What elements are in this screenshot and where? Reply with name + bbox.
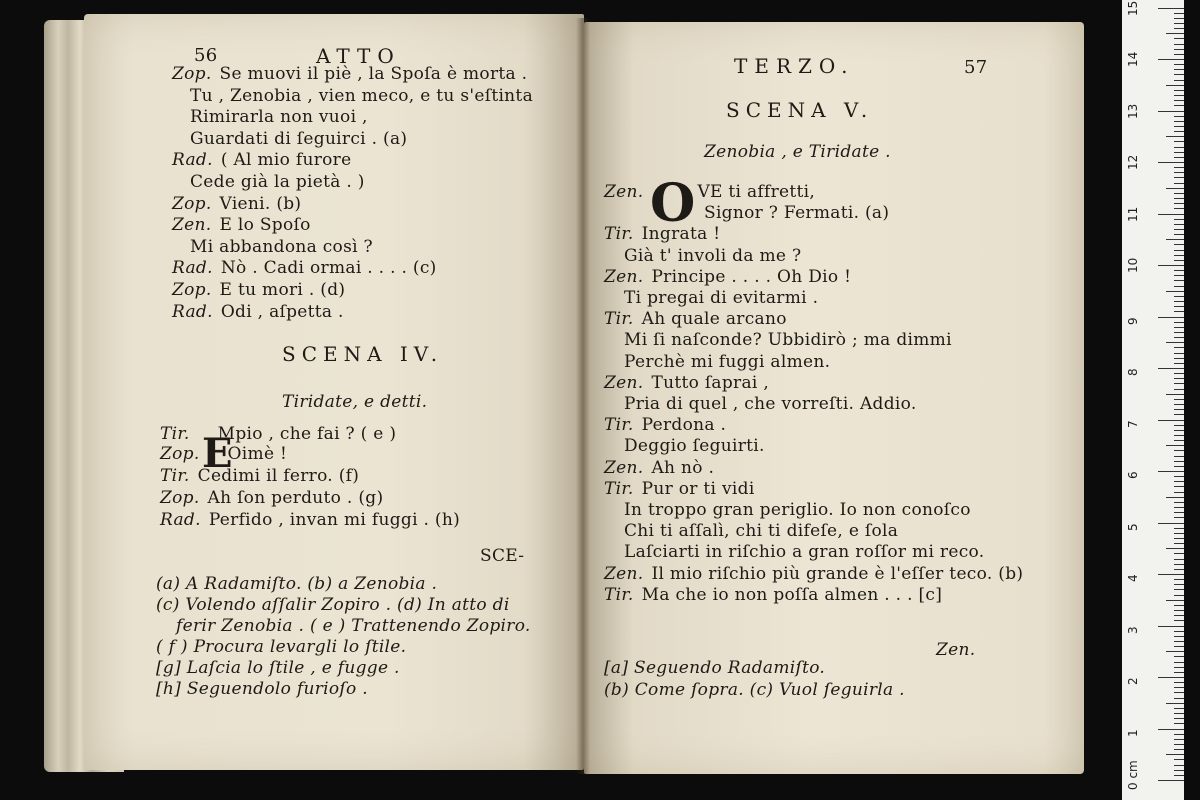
ruler-tick bbox=[1174, 322, 1184, 323]
ruler-tick bbox=[1166, 394, 1184, 395]
ruler-number: 2 bbox=[1126, 677, 1140, 685]
ruler-number: 8 bbox=[1126, 368, 1140, 376]
ruler-tick bbox=[1174, 95, 1184, 96]
ruler-tick bbox=[1174, 435, 1184, 436]
ruler-tick bbox=[1174, 502, 1184, 503]
ruler-tick bbox=[1174, 492, 1184, 493]
line-text: E tu mori . (d) bbox=[219, 280, 346, 300]
speaker-label: Tir. bbox=[604, 478, 634, 499]
ruler-tick bbox=[1174, 105, 1184, 106]
ruler-tick bbox=[1158, 729, 1184, 730]
speaker-label: Tir. bbox=[160, 424, 190, 444]
ruler-tick bbox=[1174, 373, 1184, 374]
ruler-number: 14 bbox=[1126, 51, 1140, 67]
ruler-tick bbox=[1174, 765, 1184, 766]
ruler-number: 9 bbox=[1126, 316, 1140, 325]
dialogue-line bbox=[172, 258, 437, 278]
ruler-tick bbox=[1174, 662, 1184, 663]
line-text: Ti pregai di evitarmi . bbox=[624, 288, 819, 308]
ruler-tick bbox=[1174, 466, 1184, 467]
ruler-number: 7 bbox=[1126, 419, 1140, 428]
line-text: Odi , aſpetta . bbox=[220, 301, 344, 322]
ruler-tick bbox=[1174, 461, 1184, 462]
ruler-tick bbox=[1166, 188, 1184, 189]
ruler-number: 12 bbox=[1126, 154, 1140, 170]
ruler-tick bbox=[1174, 672, 1184, 673]
ruler-tick bbox=[1174, 18, 1184, 19]
ruler-tick bbox=[1174, 306, 1184, 307]
ruler-tick bbox=[1158, 8, 1184, 9]
ruler-number: 4 bbox=[1126, 574, 1140, 582]
dialogue-line bbox=[624, 330, 952, 350]
ruler-tick bbox=[1174, 126, 1184, 127]
line-text: Mpio , che fai ? ( e ) bbox=[217, 424, 397, 444]
ruler-tick bbox=[1158, 780, 1184, 781]
ruler-number: 5 bbox=[1126, 522, 1140, 531]
line-text: Perdona . bbox=[641, 415, 727, 436]
dialogue-line bbox=[604, 415, 726, 435]
ruler-tick bbox=[1174, 183, 1184, 184]
dialogue-line bbox=[160, 444, 287, 464]
ruler-tick bbox=[1174, 229, 1184, 230]
speaker-label: Tir. bbox=[604, 415, 634, 436]
line-text: Laſciarti in riſchio a gran roſſor mi reco. bbox=[624, 542, 985, 563]
ruler-tick bbox=[1158, 574, 1184, 575]
ruler-tick bbox=[1174, 553, 1184, 554]
ruler-tick bbox=[1174, 270, 1184, 271]
speaker-label: Rad. bbox=[172, 150, 213, 171]
ruler-tick bbox=[1174, 584, 1184, 585]
ruler-tick bbox=[1174, 353, 1184, 354]
dialogue-line bbox=[172, 280, 345, 300]
ruler-tick bbox=[1174, 749, 1184, 750]
ruler-tick bbox=[1158, 59, 1184, 60]
ruler-tick bbox=[1174, 610, 1184, 611]
ruler-tick bbox=[1174, 69, 1184, 70]
line-text: Già t' involi da me ? bbox=[624, 245, 802, 266]
speaker-label: Zop. bbox=[160, 444, 200, 464]
ruler-tick bbox=[1174, 301, 1184, 302]
line-text: Principe . . . . Oh Dio ! bbox=[651, 266, 852, 287]
ruler-tick bbox=[1166, 291, 1184, 292]
ruler-tick bbox=[1166, 136, 1184, 137]
ruler-tick bbox=[1174, 579, 1184, 580]
dialogue-line bbox=[704, 203, 889, 223]
line-text: Ah quale arcano bbox=[641, 309, 787, 330]
ruler-tick bbox=[1174, 569, 1184, 570]
ruler-tick bbox=[1166, 548, 1184, 549]
dialogue-line bbox=[604, 182, 815, 202]
ruler-tick bbox=[1174, 363, 1184, 364]
ruler-tick bbox=[1174, 512, 1184, 513]
dialogue-line bbox=[604, 373, 769, 393]
line-text: Chi ti aſſalì, chi ti difeſe, e ſola bbox=[624, 521, 899, 542]
ruler-tick bbox=[1174, 54, 1184, 55]
ruler-tick bbox=[1174, 90, 1184, 91]
ruler-tick bbox=[1174, 399, 1184, 400]
line-text: Ma che io non poſſa almen . . . [c] bbox=[641, 584, 943, 605]
ruler-tick bbox=[1166, 445, 1184, 446]
ruler-tick bbox=[1174, 656, 1184, 657]
scene-persons: Tiridate, e detti. bbox=[282, 392, 428, 412]
footnote-line: [a] Seguendo Radamiſto. bbox=[604, 658, 826, 678]
ruler-tick bbox=[1174, 80, 1184, 81]
ruler-tick bbox=[1166, 600, 1184, 601]
line-text: E lo Spoſo bbox=[219, 215, 311, 236]
ruler-number: 1 bbox=[1126, 728, 1140, 737]
ruler-tick bbox=[1174, 121, 1184, 122]
running-head: TERZO. bbox=[734, 54, 855, 78]
dialogue-line bbox=[172, 64, 527, 84]
ruler-tick bbox=[1174, 250, 1184, 251]
ruler-tick bbox=[1174, 450, 1184, 451]
ruler-tick bbox=[1174, 533, 1184, 534]
line-text: Nò . Cadi ormai . . . . (c) bbox=[220, 258, 437, 279]
ruler-tick bbox=[1174, 589, 1184, 590]
ruler-number: 10 bbox=[1126, 257, 1140, 273]
line-text: Perfido , invan mi fuggi . (h) bbox=[208, 510, 461, 530]
ruler-tick bbox=[1174, 409, 1184, 410]
catchword: Zen. bbox=[936, 640, 976, 660]
ruler-tick bbox=[1174, 203, 1184, 204]
speaker-label: Zop. bbox=[160, 488, 200, 508]
ruler-tick bbox=[1174, 486, 1184, 487]
speaker-label: Rad. bbox=[172, 258, 213, 279]
ruler-tick bbox=[1174, 713, 1184, 714]
ruler-tick bbox=[1166, 754, 1184, 755]
dialogue-line bbox=[624, 521, 898, 541]
page-number: 57 bbox=[964, 57, 988, 78]
ruler-tick bbox=[1174, 414, 1184, 415]
ruler-tick bbox=[1174, 698, 1184, 699]
dialogue-line bbox=[172, 150, 351, 170]
line-text: Rimirarla non vuoi , bbox=[190, 107, 368, 128]
dialogue-line bbox=[604, 458, 714, 478]
ruler-tick bbox=[1174, 152, 1184, 153]
ruler-tick bbox=[1174, 131, 1184, 132]
footnote-line: (b) Come ſopra. (c) Vuol ſeguirla . bbox=[604, 680, 905, 700]
book-gutter bbox=[576, 18, 590, 774]
measuring-ruler bbox=[1122, 0, 1184, 800]
ruler-tick bbox=[1174, 383, 1184, 384]
ruler-tick bbox=[1174, 646, 1184, 647]
dialogue-line bbox=[160, 466, 359, 486]
dialogue-line bbox=[172, 302, 344, 322]
dialogue-line bbox=[604, 309, 787, 329]
ruler-tick bbox=[1174, 564, 1184, 565]
line-text: Oimè ! bbox=[227, 444, 288, 464]
ruler-tick bbox=[1174, 193, 1184, 194]
ruler-tick bbox=[1174, 667, 1184, 668]
line-text: Ah nò . bbox=[651, 457, 715, 478]
speaker-label: Zen. bbox=[172, 215, 212, 236]
ruler-tick bbox=[1166, 33, 1184, 34]
ruler-tick bbox=[1174, 255, 1184, 256]
ruler-tick bbox=[1174, 481, 1184, 482]
ruler-tick bbox=[1174, 718, 1184, 719]
ruler-tick bbox=[1174, 100, 1184, 101]
ruler-tick bbox=[1174, 739, 1184, 740]
line-text: Tu , Zenobia , vien meco, e tu s'eſtinta bbox=[190, 85, 534, 106]
ruler-tick bbox=[1174, 636, 1184, 637]
ruler-tick bbox=[1174, 595, 1184, 596]
ruler-tick bbox=[1166, 239, 1184, 240]
ruler-unit-label: 0 cm bbox=[1126, 760, 1140, 790]
dialogue-line bbox=[190, 86, 533, 106]
ruler-tick bbox=[1158, 111, 1184, 112]
footnote-line: [g] Laſcia lo ſtile , e fugge . bbox=[156, 658, 400, 678]
ruler-tick bbox=[1166, 651, 1184, 652]
ruler-tick bbox=[1174, 286, 1184, 287]
dialogue-line bbox=[624, 352, 830, 372]
dialogue-line bbox=[172, 215, 311, 235]
ruler-tick bbox=[1158, 420, 1184, 421]
dialogue-line bbox=[624, 394, 917, 414]
footnote-line: ( f ) Procura levargli lo ſtile. bbox=[156, 637, 407, 657]
ruler-tick bbox=[1174, 559, 1184, 560]
line-text: Cedimi il ferro. (f) bbox=[197, 466, 360, 486]
ruler-tick bbox=[1174, 708, 1184, 709]
ruler-tick bbox=[1158, 626, 1184, 627]
dialogue-line bbox=[160, 488, 383, 508]
ruler-tick bbox=[1158, 677, 1184, 678]
ruler-tick bbox=[1174, 744, 1184, 745]
ruler-tick bbox=[1174, 23, 1184, 24]
scene-heading: SCENA IV. bbox=[282, 342, 444, 366]
ruler-tick bbox=[1174, 517, 1184, 518]
line-text: Ingrata ! bbox=[641, 224, 721, 245]
line-text: Pur or ti vidi bbox=[641, 478, 755, 499]
speaker-label: Zen. bbox=[604, 372, 644, 393]
ruler-tick bbox=[1174, 208, 1184, 209]
dialogue-line bbox=[604, 585, 942, 605]
line-text: Tutto ſaprai , bbox=[651, 372, 770, 393]
ruler-tick bbox=[1174, 605, 1184, 606]
line-text: Mi ſi naſconde? Ubbidirò ; ma dimmi bbox=[624, 330, 952, 351]
ruler-tick bbox=[1174, 775, 1184, 776]
speaker-label: Zen. bbox=[604, 182, 644, 202]
ruler-tick bbox=[1174, 358, 1184, 359]
line-text: Deggio ſeguirti. bbox=[624, 436, 765, 457]
ruler-tick bbox=[1174, 378, 1184, 379]
ruler-tick bbox=[1174, 347, 1184, 348]
ruler-tick bbox=[1174, 49, 1184, 50]
dialogue-line bbox=[604, 267, 851, 287]
catchword: SCE- bbox=[480, 546, 525, 566]
dialogue-line bbox=[172, 194, 301, 214]
footnote-line: ferir Zenobia . ( e ) Trattenendo Zopiro. bbox=[176, 616, 531, 636]
ruler-tick bbox=[1158, 523, 1184, 524]
ruler-tick bbox=[1166, 342, 1184, 343]
ruler-tick bbox=[1174, 692, 1184, 693]
speaker-label: Tir. bbox=[604, 584, 634, 605]
ruler-tick bbox=[1158, 317, 1184, 318]
ruler-tick bbox=[1174, 734, 1184, 735]
ruler-tick bbox=[1174, 687, 1184, 688]
ruler-number: 6 bbox=[1126, 471, 1140, 479]
ruler-tick bbox=[1174, 615, 1184, 616]
line-text: ( Al mio furore bbox=[220, 150, 352, 171]
line-text: Signor ? Fermati. (a) bbox=[704, 203, 890, 224]
speaker-label: Rad. bbox=[160, 510, 201, 530]
speaker-label: Tir. bbox=[604, 224, 634, 245]
ruler-number: 11 bbox=[1126, 206, 1140, 222]
ruler-tick bbox=[1158, 214, 1184, 215]
left-page bbox=[84, 14, 584, 770]
dialogue-line bbox=[190, 237, 373, 257]
dialogue-line bbox=[624, 500, 971, 520]
ruler-tick bbox=[1174, 244, 1184, 245]
right-page bbox=[584, 22, 1084, 774]
ruler-tick bbox=[1174, 641, 1184, 642]
ruler-tick bbox=[1174, 296, 1184, 297]
ruler-number: 13 bbox=[1126, 103, 1140, 119]
ruler-tick bbox=[1174, 74, 1184, 75]
ruler-tick bbox=[1174, 311, 1184, 312]
ruler-tick bbox=[1174, 167, 1184, 168]
ruler-tick bbox=[1174, 440, 1184, 441]
speaker-label: Zop. bbox=[172, 64, 212, 84]
ruler-tick bbox=[1166, 703, 1184, 704]
ruler-tick bbox=[1166, 497, 1184, 498]
speaker-label: Zen. bbox=[604, 266, 644, 287]
dialogue-line bbox=[624, 246, 801, 266]
ruler-tick bbox=[1174, 337, 1184, 338]
ruler-tick bbox=[1174, 157, 1184, 158]
ruler-tick bbox=[1174, 172, 1184, 173]
line-text: VE ti affretti, bbox=[697, 182, 816, 202]
scene-heading: SCENA V. bbox=[726, 98, 874, 122]
ruler-tick bbox=[1174, 275, 1184, 276]
ruler-tick bbox=[1174, 116, 1184, 117]
footnote-line: (a) A Radamiſto. (b) a Zenobia . bbox=[156, 574, 438, 594]
ruler-tick bbox=[1158, 265, 1184, 266]
ruler-tick bbox=[1174, 327, 1184, 328]
ruler-tick bbox=[1174, 177, 1184, 178]
ruler-tick bbox=[1174, 759, 1184, 760]
ruler-tick bbox=[1166, 85, 1184, 86]
ruler-tick bbox=[1174, 631, 1184, 632]
ruler-tick bbox=[1174, 224, 1184, 225]
line-text: Pria di quel , che vorreſti. Addio. bbox=[624, 394, 917, 414]
line-text: In troppo gran periglio. Io non conoſco bbox=[624, 500, 971, 520]
speaker-label: Rad. bbox=[172, 301, 213, 322]
ruler-tick bbox=[1174, 147, 1184, 148]
line-text: Il mio riſchio più grande è l'eſſer teco. (b) bbox=[651, 563, 1024, 584]
dialogue-line bbox=[160, 510, 460, 530]
line-text: Vieni. (b) bbox=[219, 193, 302, 214]
ruler-tick bbox=[1174, 44, 1184, 45]
ruler-tick bbox=[1174, 234, 1184, 235]
ruler-tick bbox=[1174, 404, 1184, 405]
ruler-tick bbox=[1174, 456, 1184, 457]
ruler-tick bbox=[1174, 389, 1184, 390]
ruler-tick bbox=[1174, 260, 1184, 261]
ruler-tick bbox=[1174, 507, 1184, 508]
ruler-tick bbox=[1174, 543, 1184, 544]
running-head: ATTO bbox=[316, 44, 401, 68]
speaker-label: Tir. bbox=[604, 309, 634, 330]
dialogue-line bbox=[604, 224, 720, 244]
drop-initial: O bbox=[650, 173, 696, 234]
dialogue-line bbox=[604, 479, 755, 499]
speaker-label: Zop. bbox=[172, 193, 212, 214]
dialogue-line bbox=[190, 172, 365, 192]
line-text: Perchè mi fuggi almen. bbox=[624, 351, 831, 372]
ruler-tick bbox=[1174, 430, 1184, 431]
ruler-tick bbox=[1174, 64, 1184, 65]
ruler-tick bbox=[1174, 280, 1184, 281]
line-text: Cede già la pietà . ) bbox=[190, 172, 365, 192]
ruler-tick bbox=[1174, 198, 1184, 199]
ruler-number: 15 bbox=[1126, 0, 1140, 16]
ruler-tick bbox=[1174, 38, 1184, 39]
speaker-label: Zen. bbox=[604, 457, 644, 478]
speaker-label: Zop. bbox=[172, 280, 212, 300]
speaker-label: Tir. bbox=[160, 466, 190, 486]
dialogue-line bbox=[604, 564, 1023, 584]
drop-initial: E bbox=[202, 430, 233, 477]
ruler-tick bbox=[1174, 13, 1184, 14]
line-text: Guardati di ſeguirci . (a) bbox=[190, 128, 408, 149]
line-text: Mi abbandona così ? bbox=[190, 236, 373, 257]
ruler-tick bbox=[1174, 620, 1184, 621]
ruler-tick bbox=[1174, 682, 1184, 683]
ruler-tick bbox=[1174, 770, 1184, 771]
ruler-tick bbox=[1174, 141, 1184, 142]
ruler-tick bbox=[1174, 425, 1184, 426]
ruler-number: 3 bbox=[1126, 625, 1140, 634]
ruler-tick bbox=[1158, 162, 1184, 163]
dialogue-line bbox=[624, 288, 818, 308]
ruler-tick bbox=[1174, 332, 1184, 333]
ruler-tick bbox=[1174, 28, 1184, 29]
line-text: Se muovi il piè , la Spoſa è morta . bbox=[219, 64, 528, 84]
ruler-tick bbox=[1158, 471, 1184, 472]
ruler-tick bbox=[1174, 528, 1184, 529]
dialogue-line bbox=[624, 542, 984, 562]
dialogue-line bbox=[624, 436, 765, 456]
ruler-tick bbox=[1174, 723, 1184, 724]
line-text: Ah ſon perduto . (g) bbox=[207, 488, 384, 508]
dialogue-line bbox=[190, 107, 368, 127]
scene-persons: Zenobia , e Tiridate . bbox=[704, 142, 891, 162]
speaker-label: Zen. bbox=[604, 563, 644, 584]
footnote-line: (c) Volendo aſſalir Zopiro . (d) In atto di bbox=[156, 595, 510, 615]
ruler-tick bbox=[1174, 476, 1184, 477]
ruler-tick bbox=[1174, 538, 1184, 539]
ruler-tick bbox=[1158, 368, 1184, 369]
page-number: 56 bbox=[194, 45, 218, 66]
dialogue-line bbox=[160, 424, 396, 444]
ruler-tick bbox=[1174, 219, 1184, 220]
dialogue-line bbox=[190, 129, 407, 149]
footnote-line: [h] Seguendolo furioſo . bbox=[156, 679, 368, 699]
